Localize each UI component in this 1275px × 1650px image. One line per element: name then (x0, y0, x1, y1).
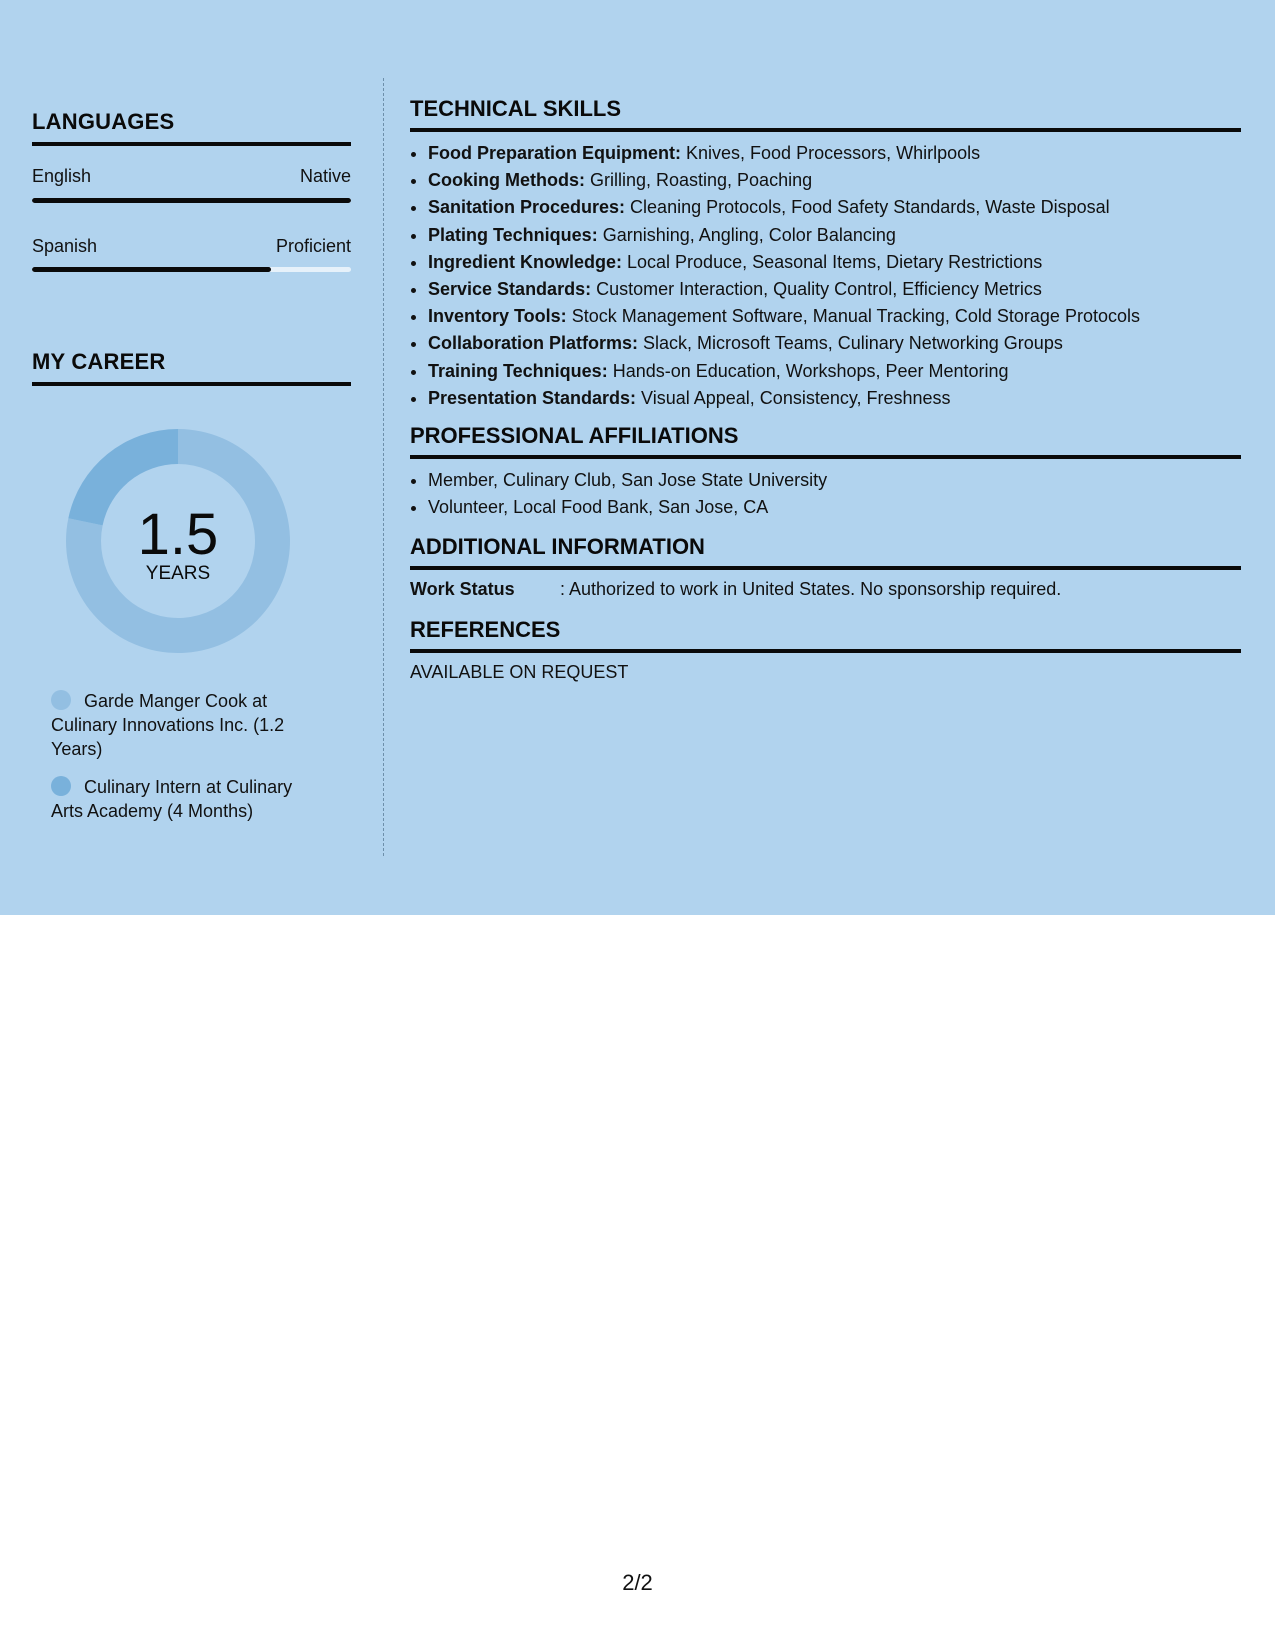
skill-text: Cleaning Protocols, Food Safety Standards, Waste Disposal (625, 197, 1110, 218)
list-item: • Member, Culinary Club, San Jose State University (428, 467, 1241, 494)
page-number: 2/2 (622, 1570, 653, 1595)
career-heading-rule (32, 382, 351, 386)
skill-label: Inventory Tools: (428, 306, 567, 327)
skill-text: Visual Appeal, Consistency, Freshness (636, 387, 951, 408)
skill-text: Customer Interaction, Quality Control, Efficiency Metrics (591, 279, 1042, 300)
column-divider (383, 78, 384, 856)
technical-skills-rule (410, 128, 1241, 132)
skill-label: Food Preparation Equipment: (428, 143, 682, 163)
skill-label: Plating Techniques: (428, 224, 598, 245)
skill-text: Hands-on Education, Workshops, Peer Mentoring (607, 360, 1009, 381)
references-text: AVAILABLE ON REQUEST (410, 662, 629, 682)
affiliations-list (410, 467, 1241, 521)
skill-label: Cooking Methods: (428, 170, 585, 191)
technical-skills-list (410, 140, 1241, 412)
work-status-value: : Authorized to work in United States. No sponsorship required. (560, 579, 1062, 599)
additional-info-heading: ADDITIONAL INFORMATION (410, 534, 705, 559)
career-legend (51, 689, 321, 837)
technical-skills-section (410, 96, 1241, 412)
language-level: Proficient (275, 236, 351, 256)
skill-text: Knives, Food Processors, Whirlpools (681, 143, 981, 163)
language-name: Spanish (32, 236, 98, 256)
legend-dot (51, 776, 71, 796)
legend-item (51, 689, 321, 761)
language-level: Native (299, 166, 351, 186)
list-item (428, 358, 1241, 385)
career-heading: MY CAREER (32, 349, 166, 374)
work-status-label: Work Status (410, 579, 515, 599)
skill-text: Grilling, Roasting, Poaching (584, 170, 813, 191)
list-item (428, 167, 1241, 194)
languages-section (32, 109, 351, 146)
language-name: English (32, 166, 92, 186)
skill-label: Collaboration Platforms: (428, 333, 639, 354)
language-bar-fill (32, 267, 271, 272)
affiliations-rule (410, 455, 1241, 459)
skill-text: Local Produce, Seasonal Items, Dietary Restrictions (622, 251, 1043, 272)
skill-label: Service Standards: (428, 279, 592, 300)
languages-heading: LANGUAGES (32, 109, 175, 134)
list-item (428, 249, 1241, 276)
legend-dot (51, 690, 71, 710)
additional-info-section (410, 534, 1241, 600)
career-total-years: 1.5 (137, 502, 219, 567)
skill-label: Training Techniques: (428, 360, 608, 381)
list-item (428, 194, 1241, 221)
additional-info-rule (410, 566, 1241, 570)
legend-item (51, 775, 321, 823)
list-item (428, 385, 1241, 412)
legend-label: Garde Manger Cook at Culinary Innovations Inc. (1.2 Years) (51, 691, 285, 759)
references-rule (410, 649, 1241, 653)
technical-skills-heading: TECHNICAL SKILLS (410, 96, 622, 121)
references-section (410, 617, 1241, 683)
language-row-english (32, 166, 351, 187)
language-bar-english (32, 198, 351, 203)
work-status-row (410, 579, 1241, 600)
affiliations-heading: PROFESSIONAL AFFILIATIONS (410, 423, 739, 448)
career-donut-chart (66, 429, 290, 653)
language-bar-fill (32, 198, 351, 203)
affiliations-section (410, 423, 1241, 521)
skill-label: Sanitation Procedures: (428, 197, 626, 218)
list-item: • Volunteer, Local Food Bank, San Jose, CA (428, 494, 1241, 521)
skill-label: Ingredient Knowledge: (428, 251, 623, 272)
list-item (428, 222, 1241, 249)
career-section (32, 349, 351, 386)
skill-text: Slack, Microsoft Teams, Culinary Networking Groups (638, 333, 1063, 354)
career-total-unit: YEARS (145, 563, 211, 584)
list-item (428, 276, 1241, 303)
skill-text: Stock Management Software, Manual Tracking, Cold Storage Protocols (566, 306, 1140, 327)
language-bar-spanish (32, 267, 351, 272)
skill-text: Garnishing, Angling, Color Balancing (597, 224, 896, 245)
language-row-spanish (32, 236, 351, 257)
languages-heading-rule (32, 142, 351, 146)
references-heading: REFERENCES (410, 617, 561, 642)
list-item (428, 330, 1241, 357)
list-item (428, 303, 1241, 330)
skill-label: Presentation Standards: (428, 387, 637, 408)
list-item (428, 140, 1241, 167)
legend-label: Culinary Intern at Culinary Arts Academy (4 Months) (51, 777, 293, 821)
